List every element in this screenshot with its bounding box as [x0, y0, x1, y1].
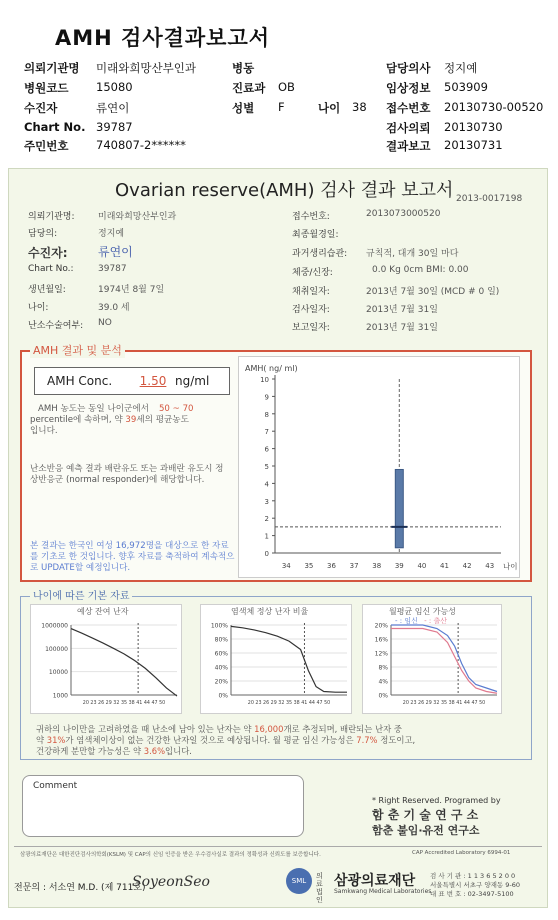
info-value: 정지예 — [98, 229, 125, 239]
comment-label: Comment — [33, 781, 78, 791]
y-tick-label: 0% — [378, 692, 388, 700]
y-tick-label: 0 — [264, 550, 269, 558]
page-title: AMH 검사결과보고서 — [55, 26, 271, 50]
amh-response: 난소반응 예측 결과 배란유도 또는 과배란 유도시 정상반응군 (normal responder)에 해당합니다. — [30, 464, 224, 485]
label-doctor: 담당의사 — [386, 61, 431, 75]
birth-value: 3.6% — [143, 746, 166, 756]
info-value: NO — [98, 318, 112, 328]
base-summary: 귀하의 나이만을 고려하였을 때 난소에 남아 있는 난자는 약 16,000개로 추정되며, 배란되는 난자 중 약 31%가 염색체이상이 없는 건강한 난자일 것으로 예상됩니다. 월 평균 임신 가능성은 7.7% 정도이고, 건강하게 분만할 가능성은 약 3.6%입니다. — [36, 724, 416, 756]
p1a: AMH 농도는 동일 나이군에서 — [38, 404, 149, 414]
certification-note: 삼광의료재단은 대한진단검사의학회(KSLM) 및 CAP의 신임 인증을 받은 우수검사실로 결과의 정확성과 신뢰도를 보증합니다. — [20, 852, 321, 858]
info-label: 검사일자: — [292, 305, 330, 315]
info-label: 나이: — [28, 303, 49, 313]
x-tick-label: 36 — [327, 562, 336, 570]
y-tick-label: 40% — [214, 664, 228, 672]
y-tick-label: 4 — [264, 480, 269, 489]
p1b: percentile에 속하며, 약 — [30, 415, 123, 425]
report-title: Ovarian reserve(AMH) 검사 결과 보고서 — [115, 180, 454, 201]
info-label: 보고일자: — [292, 323, 330, 333]
y-tick-label: 20% — [374, 622, 388, 630]
y-tick-label: 10 — [260, 376, 269, 384]
info-value: 규칙적, 대개 30일 마다 — [366, 249, 459, 259]
info-value: 2013년 7월 31일 — [366, 323, 438, 333]
value-patient: 류연이 — [96, 101, 130, 115]
label-department: 진료과 — [232, 81, 266, 95]
amh-conc-box — [34, 367, 230, 395]
info-label: 의뢰기관명: — [28, 212, 75, 222]
info-value: 0.0 Kg 0cm BMI: 0.00 — [372, 265, 469, 275]
chart-legend — [395, 616, 447, 626]
legend-pregnancy: - : 임신 — [395, 617, 418, 625]
footer-divider — [14, 846, 542, 847]
info-label: 생년월일: — [28, 285, 66, 295]
value-receipt-no: 20130730-00520 — [444, 100, 544, 114]
y-tick-label: 100000 — [45, 645, 68, 653]
y-tick-label: 2 — [264, 515, 269, 524]
doctor-signature: SoyeonSeo — [132, 874, 210, 890]
x-tick-label: 40 — [417, 562, 427, 570]
equivalent-age: 39 — [125, 415, 137, 425]
info-value: 2013073000520 — [366, 209, 441, 219]
x-tick-labels: 20 23 26 29 32 35 38 41 44 47 50 — [402, 701, 486, 706]
x-tick-labels: 20 23 26 29 32 35 38 41 44 47 50 — [247, 701, 331, 706]
eggs-value: 16,000 — [254, 724, 284, 734]
info-label-patient: 수진자: — [28, 246, 68, 260]
info-label: 난소수술여부: — [28, 321, 84, 331]
amh-interpretation — [30, 404, 236, 437]
info-label: 담당의: — [28, 229, 58, 239]
amh-box-bar — [395, 469, 403, 547]
value-doctor: 정지예 — [444, 61, 478, 75]
info-value-patient: 류연이 — [98, 245, 133, 259]
x-tick-label: 35 — [304, 562, 314, 570]
y-tick-label: 1000 — [52, 692, 68, 700]
info-label: 채취일자: — [292, 287, 330, 297]
x-axis-label: 나이 — [503, 562, 518, 571]
x-tick-label: 37 — [349, 562, 359, 570]
legend-birth: - : 출산 — [424, 617, 447, 625]
amh-conc-value: 1.50 — [139, 374, 167, 388]
report-number: 2013-0017198 — [456, 194, 523, 204]
y-tick-label: 80% — [214, 636, 228, 644]
amh-conc-unit: ng/ml — [175, 374, 210, 388]
p1d: 입니다. — [30, 426, 58, 436]
info-value: 39787 — [98, 264, 127, 274]
info-label: Chart No.: — [28, 264, 74, 274]
info-value: 39.0 세 — [98, 303, 130, 313]
base-data-title: 나이에 따른 기본 자료 — [30, 587, 132, 602]
series-line-임신 — [391, 625, 497, 692]
x-tick-label: 38 — [372, 562, 382, 570]
value-clinical-info: 503909 — [444, 80, 488, 94]
contact-info: 검 사 기 관 : 1 1 3 6 5 2 0 0 서울특별시 서초구 양재동 9-60 대 표 번 호 : 02-3497-5100 — [430, 872, 521, 898]
value-institution: 미래와희망산부인과 — [96, 61, 196, 75]
value-resident-no: 740807-2****** — [96, 138, 186, 152]
program-org2: 함춘 불임·유전 연구소 — [372, 824, 480, 837]
x-tick-label: 41 — [440, 562, 449, 570]
y-tick-label: 7 — [264, 428, 269, 437]
value-sex: F — [278, 100, 285, 114]
y-axis-label: AMH( ng/ ml) — [245, 364, 298, 373]
info-value: 2013년 7월 30일 (MCD # 0 일) — [366, 287, 500, 297]
label-age: 나이 — [318, 101, 341, 115]
value-department: OB — [278, 80, 295, 94]
y-tick-label: 9 — [264, 393, 269, 402]
y-tick-label: 60% — [214, 650, 228, 658]
y-tick-label: 1 — [264, 532, 269, 541]
amh-chart — [238, 356, 520, 578]
label-institution: 의뢰기관명 — [24, 61, 80, 75]
y-tick-label: 8% — [378, 664, 388, 672]
label-request-date: 검사의뢰 — [386, 121, 431, 135]
series-line-출산 — [391, 629, 497, 694]
amh-note: 본 결과는 한국인 여성 16,972명을 대상으로 한 자료를 기초로 한 것입니다. 향후 자료를 축적하여 계속적으로 UPDATE할 예정입니다. — [30, 541, 235, 573]
label-sex: 성별 — [232, 101, 255, 115]
y-tick-label: 16% — [374, 636, 388, 644]
x-tick-label: 42 — [462, 562, 472, 570]
normal-chromosome-chart — [200, 604, 352, 714]
percentile-range: 50 ~ 70 — [158, 404, 194, 414]
amh-section-title: AMH 결과 및 분석 — [30, 342, 125, 358]
info-label: 최종월경일: — [292, 230, 339, 240]
label-receipt-no: 접수번호 — [386, 101, 431, 115]
info-value: 2013년 7월 31일 — [366, 305, 438, 315]
info-label: 접수번호: — [292, 212, 330, 222]
foundation-english: Samkwang Medical Laboratories — [334, 888, 432, 895]
x-tick-labels: 20 23 26 29 32 35 38 41 44 47 50 — [82, 701, 166, 706]
program-credit: * Right Reserved. Programed by — [372, 796, 501, 805]
chart-title: 월평균 임신 가능성 — [389, 607, 456, 616]
x-tick-label: 34 — [281, 562, 291, 570]
y-tick-label: 100% — [210, 622, 228, 630]
y-tick-label: 3 — [264, 497, 269, 506]
label-report-date: 결과보고 — [386, 139, 431, 153]
x-tick-label: 39 — [394, 562, 404, 570]
y-tick-label: 10000 — [48, 669, 68, 677]
value-report-date: 20130731 — [444, 138, 503, 152]
pregnancy-value: 7.7% — [356, 735, 378, 745]
amh-conc-label: AMH Conc. — [47, 374, 113, 388]
label-chart-no: Chart No. — [24, 120, 86, 134]
info-label: 체중/신장: — [292, 268, 333, 278]
label-hospital-code: 병원코드 — [24, 81, 69, 95]
value-request-date: 20130730 — [444, 120, 503, 134]
y-tick-label: 20% — [214, 678, 228, 686]
foundation-prefix: 의료법인 — [316, 872, 323, 904]
y-tick-label: 12% — [374, 650, 388, 658]
label-ward: 병동 — [232, 61, 255, 75]
p1c: 세의 평균농도 — [136, 415, 189, 425]
x-tick-label: 43 — [485, 562, 495, 570]
label-resident-no: 주민번호 — [24, 139, 69, 153]
remaining-eggs-chart — [30, 604, 182, 714]
foundation-logo-icon: SML — [286, 868, 312, 894]
foundation-name: 삼광의료재단 — [334, 873, 416, 889]
amh-chart-svg — [239, 357, 521, 579]
y-tick-label: 1000000 — [41, 622, 68, 630]
chart-title: 예상 잔여 난자 — [77, 607, 129, 616]
pregnancy-chance-chart — [362, 604, 502, 714]
doctor-name: 전문의 : 서소연 M.D. (제 711호) — [14, 883, 146, 893]
series-line — [71, 629, 177, 696]
info-value: 미래와희망산부인과 — [98, 212, 177, 222]
series-line — [231, 626, 347, 692]
label-clinical-info: 임상정보 — [386, 81, 431, 95]
info-value: 1974년 8월 7일 — [98, 285, 165, 295]
label-patient: 수진자 — [24, 101, 58, 115]
y-tick-label: 0% — [218, 692, 228, 700]
program-org1: 함 춘 기 술 연 구 소 — [372, 808, 479, 822]
value-hospital-code: 15080 — [96, 80, 133, 94]
value-chart-no: 39787 — [96, 120, 133, 134]
value-age: 38 — [352, 100, 367, 114]
normal-rate-value: 31% — [46, 735, 66, 745]
cap-note: CAP Accredited Laboratory 6994-01 — [412, 850, 511, 856]
info-label: 과거생리습관: — [292, 249, 348, 259]
comment-box — [22, 775, 304, 837]
y-tick-label: 4% — [378, 678, 388, 686]
y-tick-label: 6 — [264, 445, 269, 454]
y-tick-label: 5 — [264, 463, 269, 471]
y-tick-label: 8 — [264, 410, 269, 419]
chart-title: 염색체 정상 난자 비율 — [231, 607, 309, 616]
